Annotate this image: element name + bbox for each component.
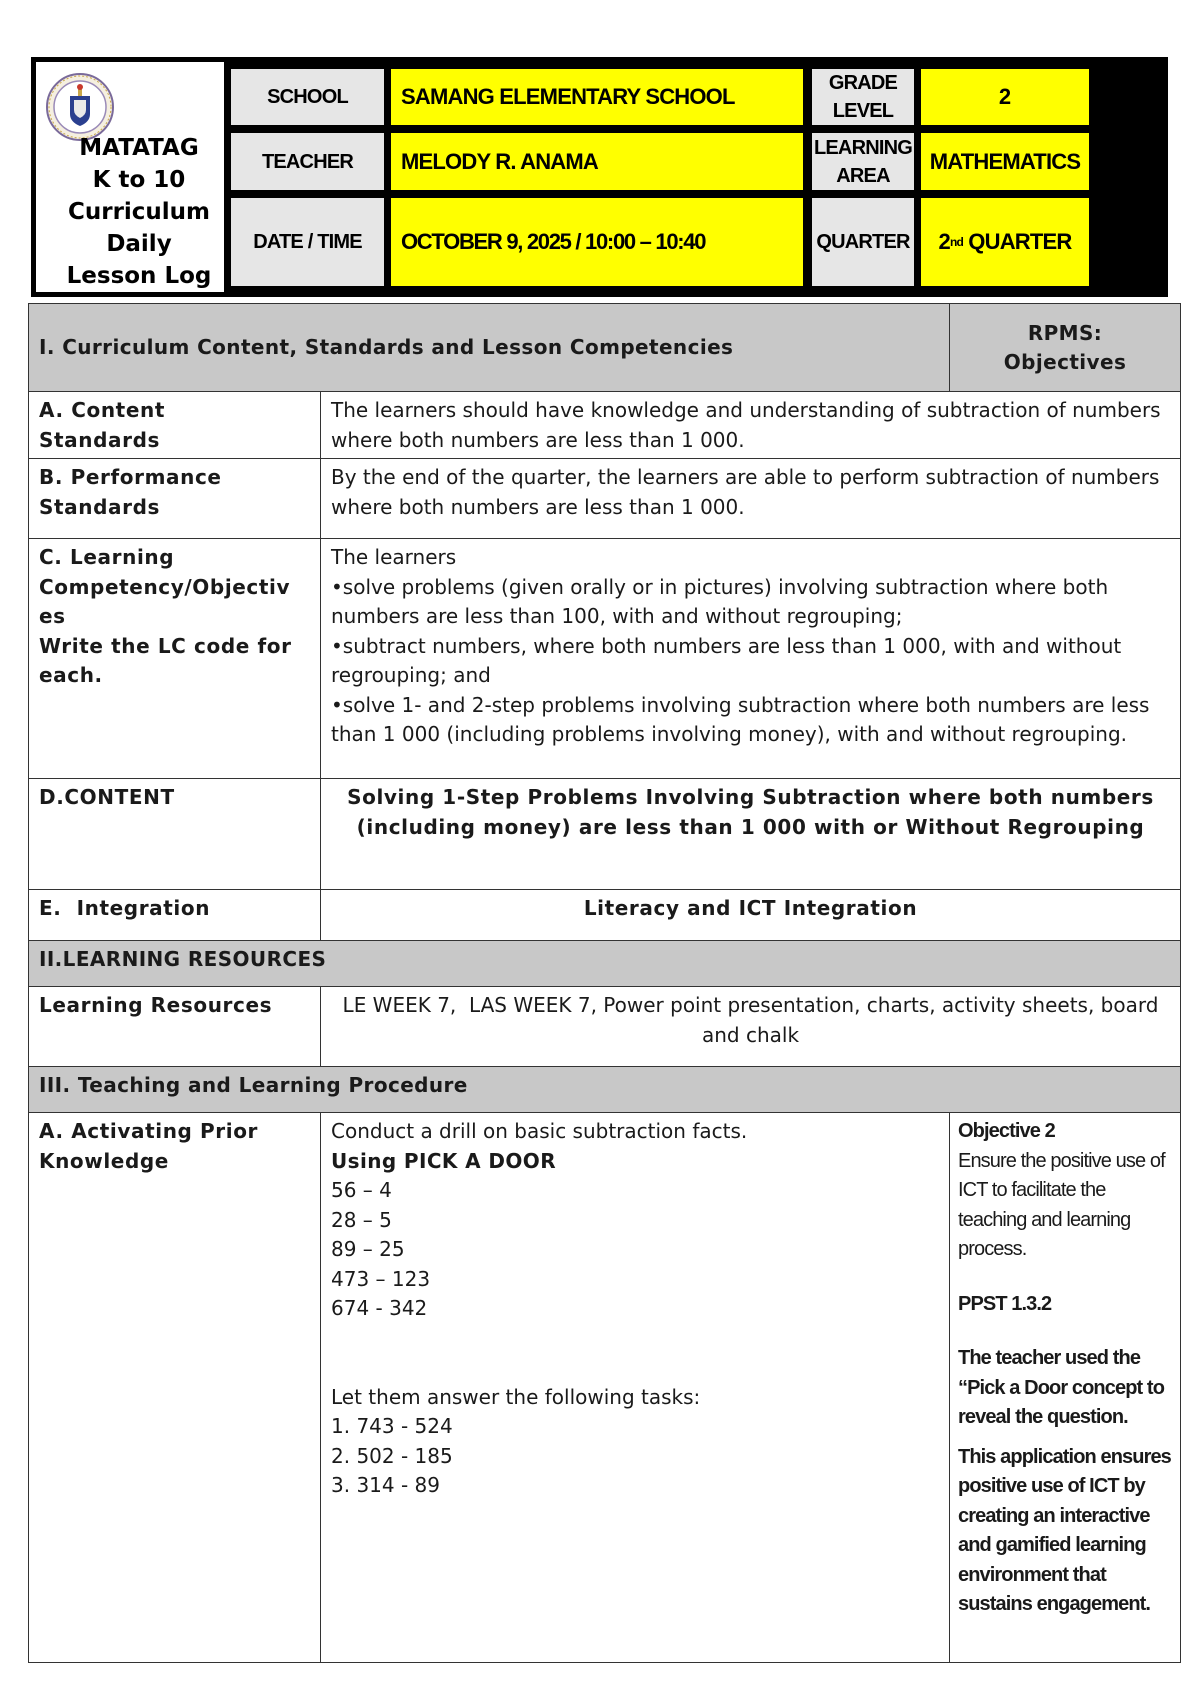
performance-standards-text: By the end of the quarter, the learners are able to perform subtraction of numbers where both numbers are less than 1 000.	[321, 459, 1181, 539]
quarter-label: QUARTER	[812, 198, 914, 286]
competency-item: •solve 1- and 2-step problems involving subtraction where both numbers are less than 1 000 (including problems involving money), with and without regrouping.	[331, 692, 1150, 746]
competency-label-3: es	[39, 604, 66, 628]
grade-label-line-1: GRADE	[828, 72, 898, 94]
drill-item: 28 – 5	[331, 1207, 392, 1232]
activating-label-2: Knowledge	[39, 1148, 169, 1173]
lesson-log-table	[28, 303, 1181, 1663]
area-label-line-1: LEARNING	[813, 136, 913, 159]
section-3-title: III. Teaching and Learning Procedure	[29, 1067, 1181, 1113]
grade-label-line-2: LEVEL	[832, 100, 894, 122]
task-item: 1. 743 - 524	[331, 1414, 453, 1438]
resources-row	[29, 987, 1181, 1067]
quarter-number: 2	[938, 229, 950, 254]
drill-item: 473 – 123	[331, 1266, 431, 1291]
drill-item: 89 – 25	[331, 1237, 405, 1261]
performance-standards-label-2: Standards	[39, 494, 160, 519]
competency-item: •solve problems (given orally or in pictures) involving subtraction where both numbers are less than 100, with and without regrouping;	[331, 574, 1109, 628]
teacher-note: The teacher used the “Pick a Door concept to reveal the question.	[958, 1347, 1165, 1428]
spacer	[958, 1265, 1172, 1290]
spacer	[958, 1433, 1172, 1443]
objective-text: Ensure the positive use of ICT to facilitate the teaching and learning process.	[958, 1149, 1165, 1260]
spacer	[958, 1319, 1172, 1344]
activating-method: Using PICK A DOOR	[331, 1148, 557, 1173]
grade-level-label	[812, 69, 914, 125]
brand-title	[44, 132, 234, 292]
integration-label: E. Integration	[29, 890, 321, 941]
ppst-code: PPST 1.3.2	[958, 1292, 1052, 1315]
brand-line-5: Lesson Log	[66, 263, 212, 289]
content-text: Solving 1-Step Problems Involving Subtraction where both numbers (including money) are less than 1 000 with or Without Regrouping	[321, 779, 1181, 890]
task-instruction: Let them answer the following tasks:	[331, 1384, 701, 1409]
quarter-value: 2 nd QUARTER	[921, 198, 1089, 286]
competency-label-1: C. Learning	[39, 545, 175, 569]
resources-text: LE WEEK 7, LAS WEEK 7, Power point presentation, charts, activity sheets, board and chalk	[321, 987, 1181, 1067]
rpms-objectives-header	[950, 304, 1181, 392]
brand-line-4: Daily	[106, 231, 172, 257]
integration-text: Literacy and ICT Integration	[321, 890, 1181, 941]
content-standards-label-2: Standards	[39, 427, 160, 452]
drill-item: 674 - 342	[331, 1296, 428, 1320]
content-standards-text: The learners should have knowledge and understanding of subtraction of numbers where both numbers are less than 1 000.	[321, 392, 1181, 459]
content-standards-row	[29, 392, 1181, 459]
drill-item: 56 – 4	[331, 1178, 392, 1202]
competency-label-2: Competency/Objectiv	[39, 574, 291, 599]
date-time-value: OCTOBER 9, 2025 / 10:00 – 10:40	[391, 198, 803, 286]
competency-intro: The learners	[331, 545, 457, 569]
competency-label-5: each.	[39, 663, 103, 687]
performance-standards-label-1: B. Performance	[39, 465, 222, 489]
learning-area-value: MATHEMATICS	[921, 133, 1089, 190]
brand-line-2: K to 10	[92, 167, 186, 193]
section-2-row	[29, 941, 1181, 987]
content-row	[29, 779, 1181, 890]
activating-label	[29, 1113, 321, 1663]
activating-line: Conduct a drill on basic subtraction facts.	[331, 1119, 748, 1143]
section-1-title: I. Curriculum Content, Standards and Lesson Competencies	[29, 304, 950, 392]
task-item: 2. 502 - 185	[331, 1443, 453, 1468]
section-1-row	[29, 304, 1181, 392]
resources-label: Learning Resources	[29, 987, 321, 1067]
content-label: D.CONTENT	[29, 779, 321, 890]
task-item: 3. 314 - 89	[331, 1473, 440, 1497]
teacher-value: MELODY R. ANAMA	[391, 133, 803, 190]
header-grid	[224, 62, 1168, 293]
competency-text	[321, 539, 1181, 779]
competency-row	[29, 539, 1181, 779]
competency-label-4: Write the LC code for	[39, 633, 292, 658]
rpms-line-2: Objectives	[1003, 350, 1127, 374]
performance-standards-label	[29, 459, 321, 539]
competency-item: •subtract numbers, where both numbers are less than 1 000, with and without regrouping; and	[331, 633, 1122, 687]
spacer	[331, 1324, 939, 1383]
content-standards-label-1: A. Content	[39, 398, 165, 422]
school-value: SAMANG ELEMENTARY SCHOOL	[391, 69, 803, 125]
competency-label	[29, 539, 321, 779]
quarter-word: QUARTER	[963, 229, 1072, 254]
area-label-line-2: AREA	[836, 164, 890, 187]
activating-text	[321, 1113, 950, 1663]
integration-row	[29, 890, 1181, 941]
ict-note: This application ensures positive use of ICT by creating an interactive and gamified learning environment that sustains engagement.	[958, 1445, 1171, 1615]
grade-value: 2	[921, 69, 1089, 125]
objective-title: Objective 2	[958, 1120, 1055, 1142]
rpms-line-1: RPMS:	[1027, 320, 1103, 345]
content-standards-label	[29, 392, 321, 459]
date-time-label: DATE / TIME	[231, 198, 384, 286]
activating-row	[29, 1113, 1181, 1663]
brand-line-1: MATATAG	[79, 135, 199, 161]
activating-label-1: A. Activating Prior	[39, 1119, 259, 1143]
learning-area-label	[812, 133, 914, 190]
rpms-objective-cell	[950, 1113, 1181, 1663]
performance-standards-row	[29, 459, 1181, 539]
school-label: SCHOOL	[231, 69, 384, 125]
lesson-log-header	[31, 57, 1168, 297]
section-3-row	[29, 1067, 1181, 1113]
teacher-label: TEACHER	[231, 133, 384, 190]
section-2-title: II.LEARNING RESOURCES	[29, 941, 1181, 987]
brand-line-3: Curriculum	[67, 199, 211, 225]
